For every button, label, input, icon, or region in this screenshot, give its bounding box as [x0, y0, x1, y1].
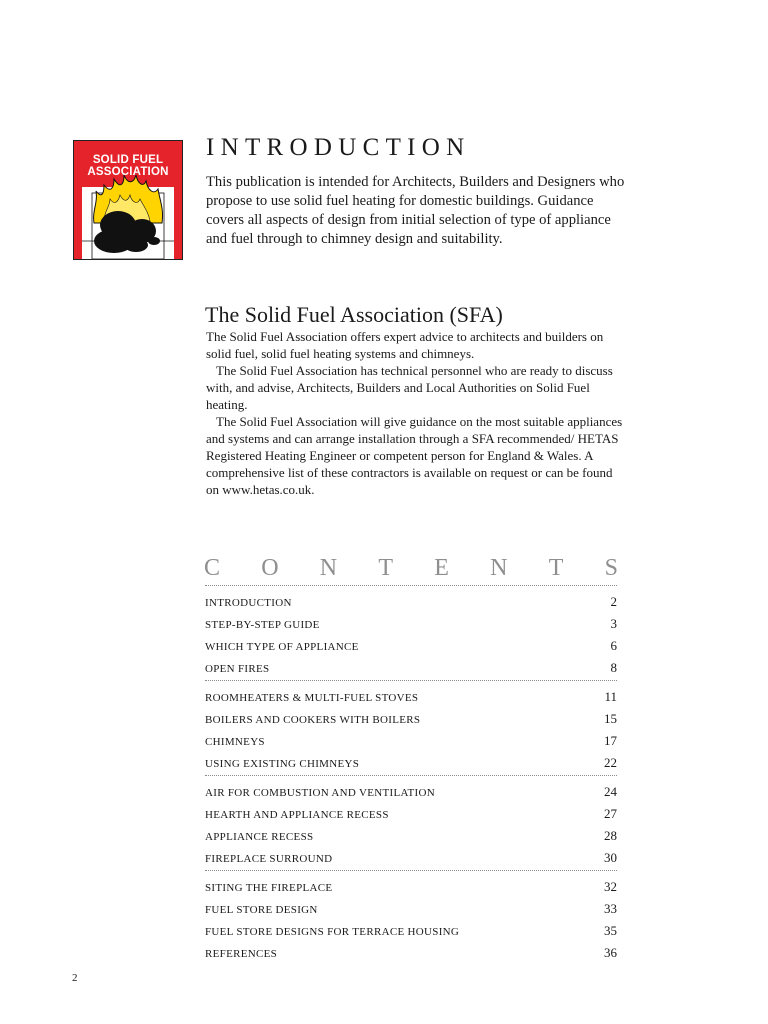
toc-group	[205, 680, 617, 775]
toc-entry[interactable]	[205, 685, 617, 707]
sfa-body	[206, 328, 626, 498]
toc-entry[interactable]	[205, 612, 617, 634]
toc-entry[interactable]	[205, 780, 617, 802]
sfa-heading	[205, 301, 503, 329]
toc-entry[interactable]	[205, 656, 617, 678]
toc-entry-page: 27	[604, 806, 617, 821]
introduction-heading: INTRODUCTION	[206, 134, 471, 161]
contents-letter: E	[434, 554, 449, 581]
toc-entry[interactable]	[205, 707, 617, 729]
toc-entry-page: 32	[604, 879, 617, 894]
toc-entry[interactable]	[205, 729, 617, 751]
toc-entry[interactable]	[205, 802, 617, 824]
toc-entry-page: 22	[604, 755, 617, 770]
toc-entry[interactable]	[205, 751, 617, 773]
table-of-contents	[205, 585, 617, 965]
toc-entry-title: WHICH TYPE OF APPLIANCE	[205, 641, 359, 653]
sfa-paragraph: The Solid Fuel Association has technical personnel who are ready to discuss with, and advise, Architects, Builders and Local Authorities on Solid Fuel heating.	[206, 363, 613, 412]
sfa-heading-title: The Solid Fuel Association	[205, 302, 444, 327]
toc-entry-page: 17	[604, 733, 617, 748]
toc-entry-title: FUEL STORE DESIGN	[205, 904, 318, 916]
toc-entry[interactable]	[205, 875, 617, 897]
toc-entry-title: REFERENCES	[205, 948, 278, 960]
sfa-heading-abbr: (SFA)	[449, 302, 503, 327]
toc-entry-title: CHIMNEYS	[205, 736, 265, 748]
contents-letter: O	[261, 554, 279, 581]
toc-entry-page: 24	[604, 784, 617, 799]
sfa-paragraph: The Solid Fuel Association will give guidance on the most suitable appliances and systems and can arrange installation through a SFA recommended/ HETAS Registered Heating Engineer or competent person for England & Wales. A comprehensive list of these contractors is available on request or can be found on www.hetas.co.uk.	[206, 414, 623, 497]
toc-entry[interactable]	[205, 824, 617, 846]
toc-entry-title: OPEN FIRES	[205, 663, 270, 675]
toc-group	[205, 870, 617, 965]
contents-letter: T	[378, 554, 394, 581]
contents-letter: T	[548, 554, 564, 581]
toc-entry-page: 8	[610, 660, 617, 675]
contents-letter: N	[319, 554, 338, 581]
toc-entry-title: HEARTH AND APPLIANCE RECESS	[205, 809, 389, 821]
toc-entry[interactable]	[205, 897, 617, 919]
toc-entry-title: BOILERS AND COOKERS WITH BOILERS	[205, 714, 421, 726]
toc-entry-page: 11	[604, 689, 617, 704]
toc-entry-page: 33	[604, 901, 617, 916]
contents-letter: S	[604, 554, 618, 581]
toc-entry-title: SITING THE FIREPLACE	[205, 882, 333, 894]
toc-entry-title: ROOMHEATERS & MULTI-FUEL STOVES	[205, 692, 419, 704]
toc-group	[205, 585, 617, 680]
toc-entry-page: 28	[604, 828, 617, 843]
toc-entry[interactable]	[205, 846, 617, 868]
toc-entry-page: 15	[604, 711, 617, 726]
toc-entry-page: 30	[604, 850, 617, 865]
toc-entry-title: STEP-BY-STEP GUIDE	[205, 619, 320, 631]
introduction-text: This publication is intended for Architects, Builders and Designers who propose to use solid fuel heating for domestic buildings. Guidance covers all aspects of design from initial selection of type of appliance and fuel through to chimney design and suitability.	[206, 174, 625, 247]
toc-group	[205, 775, 617, 870]
toc-entry-title: INTRODUCTION	[205, 597, 292, 609]
toc-entry-page: 36	[604, 945, 617, 960]
sfa-paragraph: The Solid Fuel Association offers expert advice to architects and builders on solid fuel, solid fuel heating systems and chimneys.	[206, 329, 604, 361]
toc-entry-page: 3	[610, 616, 617, 631]
toc-entry-title: FIREPLACE SURROUND	[205, 853, 333, 865]
toc-entry[interactable]	[205, 919, 617, 941]
toc-entry[interactable]	[205, 590, 617, 612]
toc-entry-title: USING EXISTING CHIMNEYS	[205, 758, 360, 770]
toc-entry-title: APPLIANCE RECESS	[205, 831, 314, 843]
solid-fuel-association-logo	[73, 140, 183, 260]
toc-entry-title: AIR FOR COMBUSTION AND VENTILATION	[205, 787, 436, 799]
contents-heading	[204, 553, 618, 583]
logo-line-2: ASSOCIATION	[87, 166, 169, 178]
toc-entry[interactable]	[205, 634, 617, 656]
contents-letter: C	[204, 554, 221, 581]
contents-letter: N	[490, 554, 508, 581]
toc-entry-page: 6	[610, 638, 617, 653]
toc-entry-page: 35	[604, 923, 617, 938]
logo-line-1: SOLID FUEL	[92, 154, 164, 166]
toc-entry-title: FUEL STORE DESIGNS FOR TERRACE HOUSING	[205, 926, 460, 938]
toc-entry[interactable]	[205, 941, 617, 963]
toc-entry-page: 2	[610, 594, 617, 609]
page-number: 2	[72, 972, 78, 984]
